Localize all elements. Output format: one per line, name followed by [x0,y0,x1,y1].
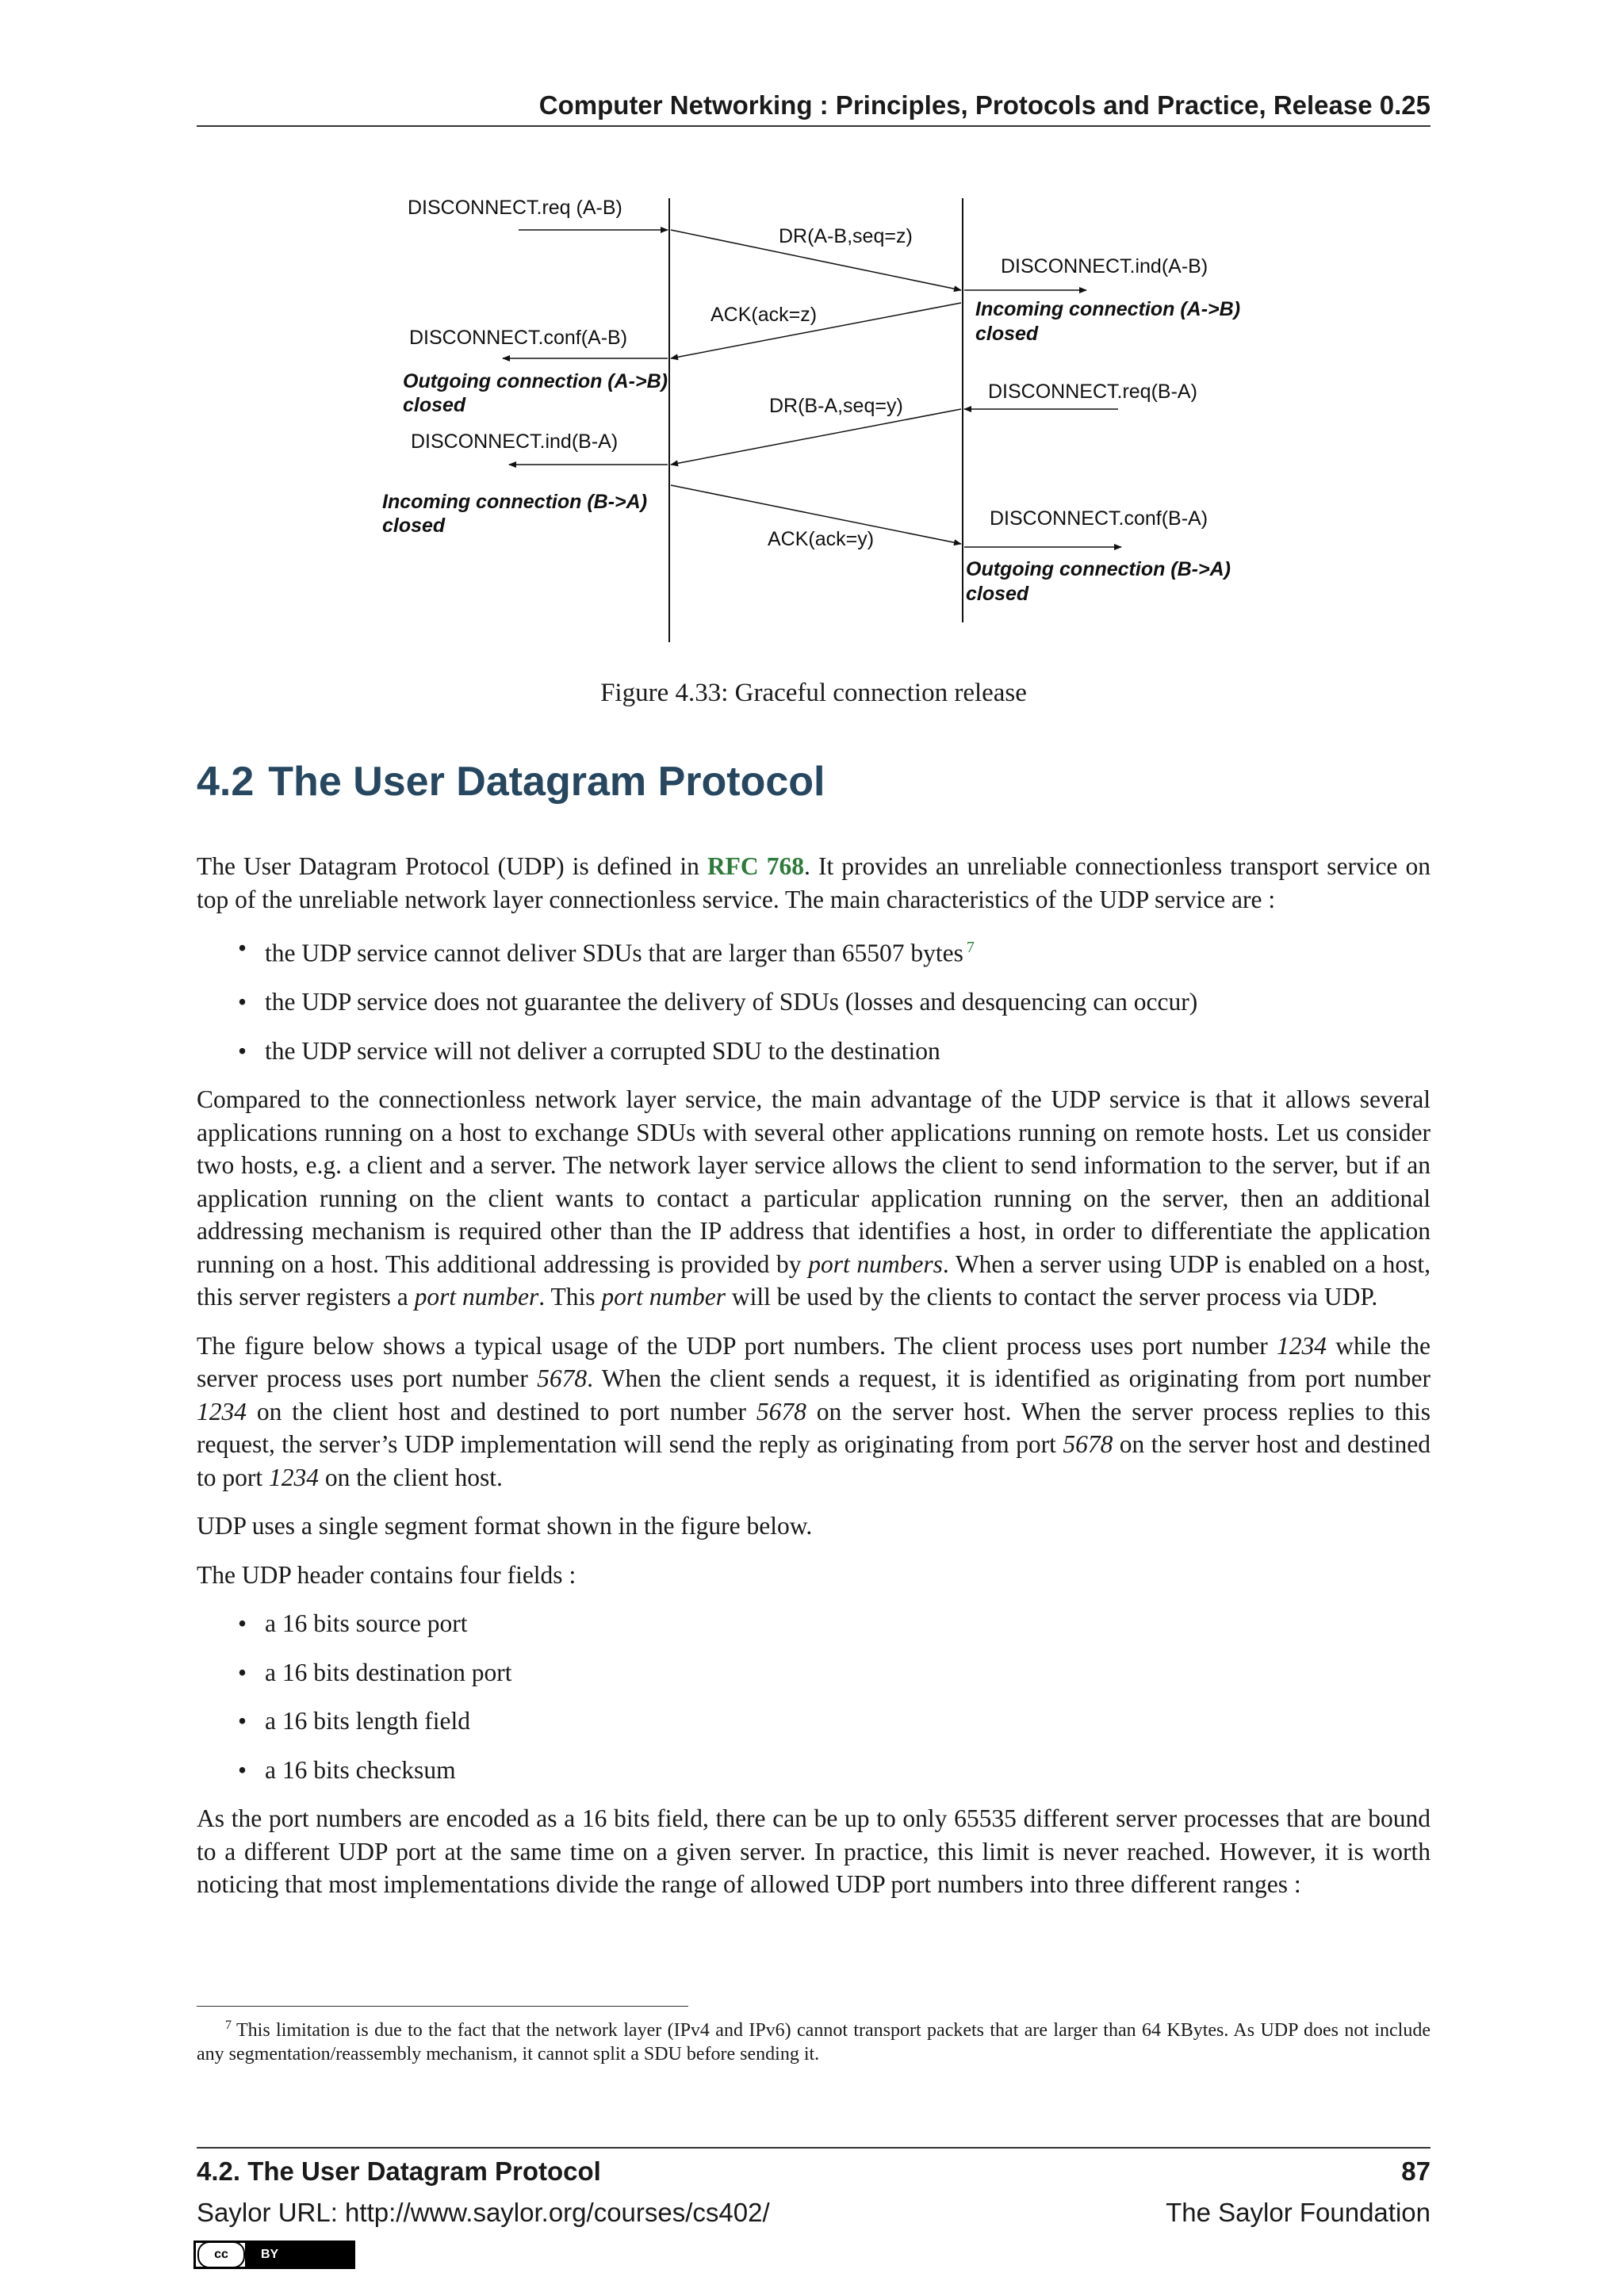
page-number: 87 [1401,2156,1431,2186]
paragraph-intro: The User Datagram Protocol (UDP) is defined in RFC 768. It provides an unreliable connectionless transport service on top of the unreliable network layer connectionless service. The main characteristics of the UDP service are : [197,852,1431,913]
label-outgoing-ab-closed: closed [403,394,466,416]
label-disconnect-req-ba: DISCONNECT.req(B-A) [988,381,1197,403]
footer-section-line [197,2156,1431,2187]
list-item: • the UDP service does not guarantee the delivery of SDUs (losses and desquencing can occur) [197,985,1431,1019]
footnote-marker: 7 [225,2019,232,2032]
label-incoming-ba: Incoming connection (B->A) [382,491,648,513]
list-item: • a 16 bits length field [197,1705,1431,1738]
footnote-text: This limitation is due to the fact that the network layer (IPv4 and IPv6) cannot transport packets that are larger than 64 KBytes. As UDP does not include any segmentation/reassembly mechanism, it cannot split a SDU before sending it. [197,2020,1431,2064]
list-item: • a 16 bits source port [197,1607,1431,1640]
label-disconnect-req-ab: DISCONNECT.req (A-B) [408,197,622,219]
paragraph-header-fields: The UDP header contains four fields : [197,1560,576,1589]
list-item: • a 16 bits destination port [197,1656,1431,1689]
label-incoming-ab-closed: closed [975,323,1039,345]
footer-source-line [197,2198,1431,2228]
label-disconnect-conf-ba: DISCONNECT.conf(B-A) [990,507,1208,530]
section-body [197,850,1431,1917]
cc-by-license-badge[interactable] [193,2241,355,2269]
footer-foundation: The Saylor Foundation [1166,2198,1431,2227]
label-disconnect-conf-ab: DISCONNECT.conf(A-B) [409,327,628,349]
list-item: • the UDP service will not deliver a corrupted SDU to the destination [197,1035,1431,1068]
label-outgoing-ba: Outgoing connection (B->A) [966,558,1231,580]
label-ack-z: ACK(ack=z) [710,304,818,326]
label-ack-y: ACK(ack=y) [768,528,875,550]
section-number: 4.2 [197,759,255,805]
label-incoming-ba-closed: closed [382,515,446,537]
paragraph-segment-format: UDP uses a single segment format shown in the figure below. [197,1512,813,1540]
label-dr-ab: DR(A-B,seq=z) [779,225,913,247]
graceful-release-diagram [373,182,1277,650]
paragraph-port-intro: Compared to the connectionless network layer service, the main advantage of the UDP service is that it allows several applications running on a host to exchange SDUs with several other applications running on remote hosts. Let us consider two hosts, e.g. a client and a server. The network layer service allows the client to send information to the server, but if an application running on the client wants to contact a particular application running on the server, then an additional addressing mechanism is required other than the IP address that identifies a host, in order to differentiate the application running on a host. This additional addressing is provided by port numbers. When a server using UDP is enabled on a host, this server registers a port number. This port number will be used by the clients to contact the server process via UDP. [197,1085,1431,1311]
list-item: • a 16 bits checksum [197,1754,1431,1787]
by-label: BY [245,2243,353,2267]
figure-caption: Figure 4.33: Graceful connection release [600,679,1027,707]
label-outgoing-ba-closed: closed [966,583,1029,605]
udp-characteristics-list [197,932,1431,1067]
footer-url[interactable]: Saylor URL: http://www.saylor.org/courses/cs402/ [197,2198,770,2227]
udp-header-fields-list [197,1607,1431,1786]
label-dr-ba: DR(B-A,seq=y) [769,395,903,417]
label-disconnect-ind-ba: DISCONNECT.ind(B-A) [411,430,619,453]
label-incoming-ab: Incoming connection (A->B) [975,298,1241,320]
paragraph-port-ranges: As the port numbers are encoded as a 16 bits field, there can be up to only 65535 different server processes that are bound to a different UDP port at the same time on a given server. In practice, this limit is never reached. However, it is worth noticing that most implementations divide the range of allowed UDP port numbers into three different ranges : [197,1804,1431,1898]
section-title [197,758,825,806]
paragraph-port-example: The figure below shows a typical usage of the UDP port numbers. The client process uses port number 1234 while the server process uses port number 5678. When the client sends a request, it is identified as originating from port number 1234 on the client host and destined to port number 5678 on the server host. When the server process replies to this request, the server’s UDP implementation will send the reply as originating from port 5678 on the server host and destined to port 1234 on the client host. [197,1331,1431,1491]
footnote-ref[interactable]: 7 [966,939,975,956]
footer-section: 4.2. The User Datagram Protocol [197,2156,601,2186]
running-header: Computer Networking : Principles, Protocols and Practice, Release 0.25 [197,90,1431,127]
arrow-dr-ba [671,409,961,465]
label-disconnect-ind-ab: DISCONNECT.ind(A-B) [1001,255,1208,277]
section-title-text: The User Datagram Protocol [268,759,825,805]
footnote [197,2014,1431,2066]
footer-divider [197,2147,1431,2149]
cc-icon: cc [197,2241,245,2268]
footnote-divider [197,2006,688,2007]
list-item: • the UDP service cannot deliver SDUs that are larger than 65507 bytes $^7$ [197,932,1431,970]
rfc-768-link[interactable]: RFC 768 [707,852,804,880]
label-outgoing-ab: Outgoing connection (A->B) [403,370,668,392]
